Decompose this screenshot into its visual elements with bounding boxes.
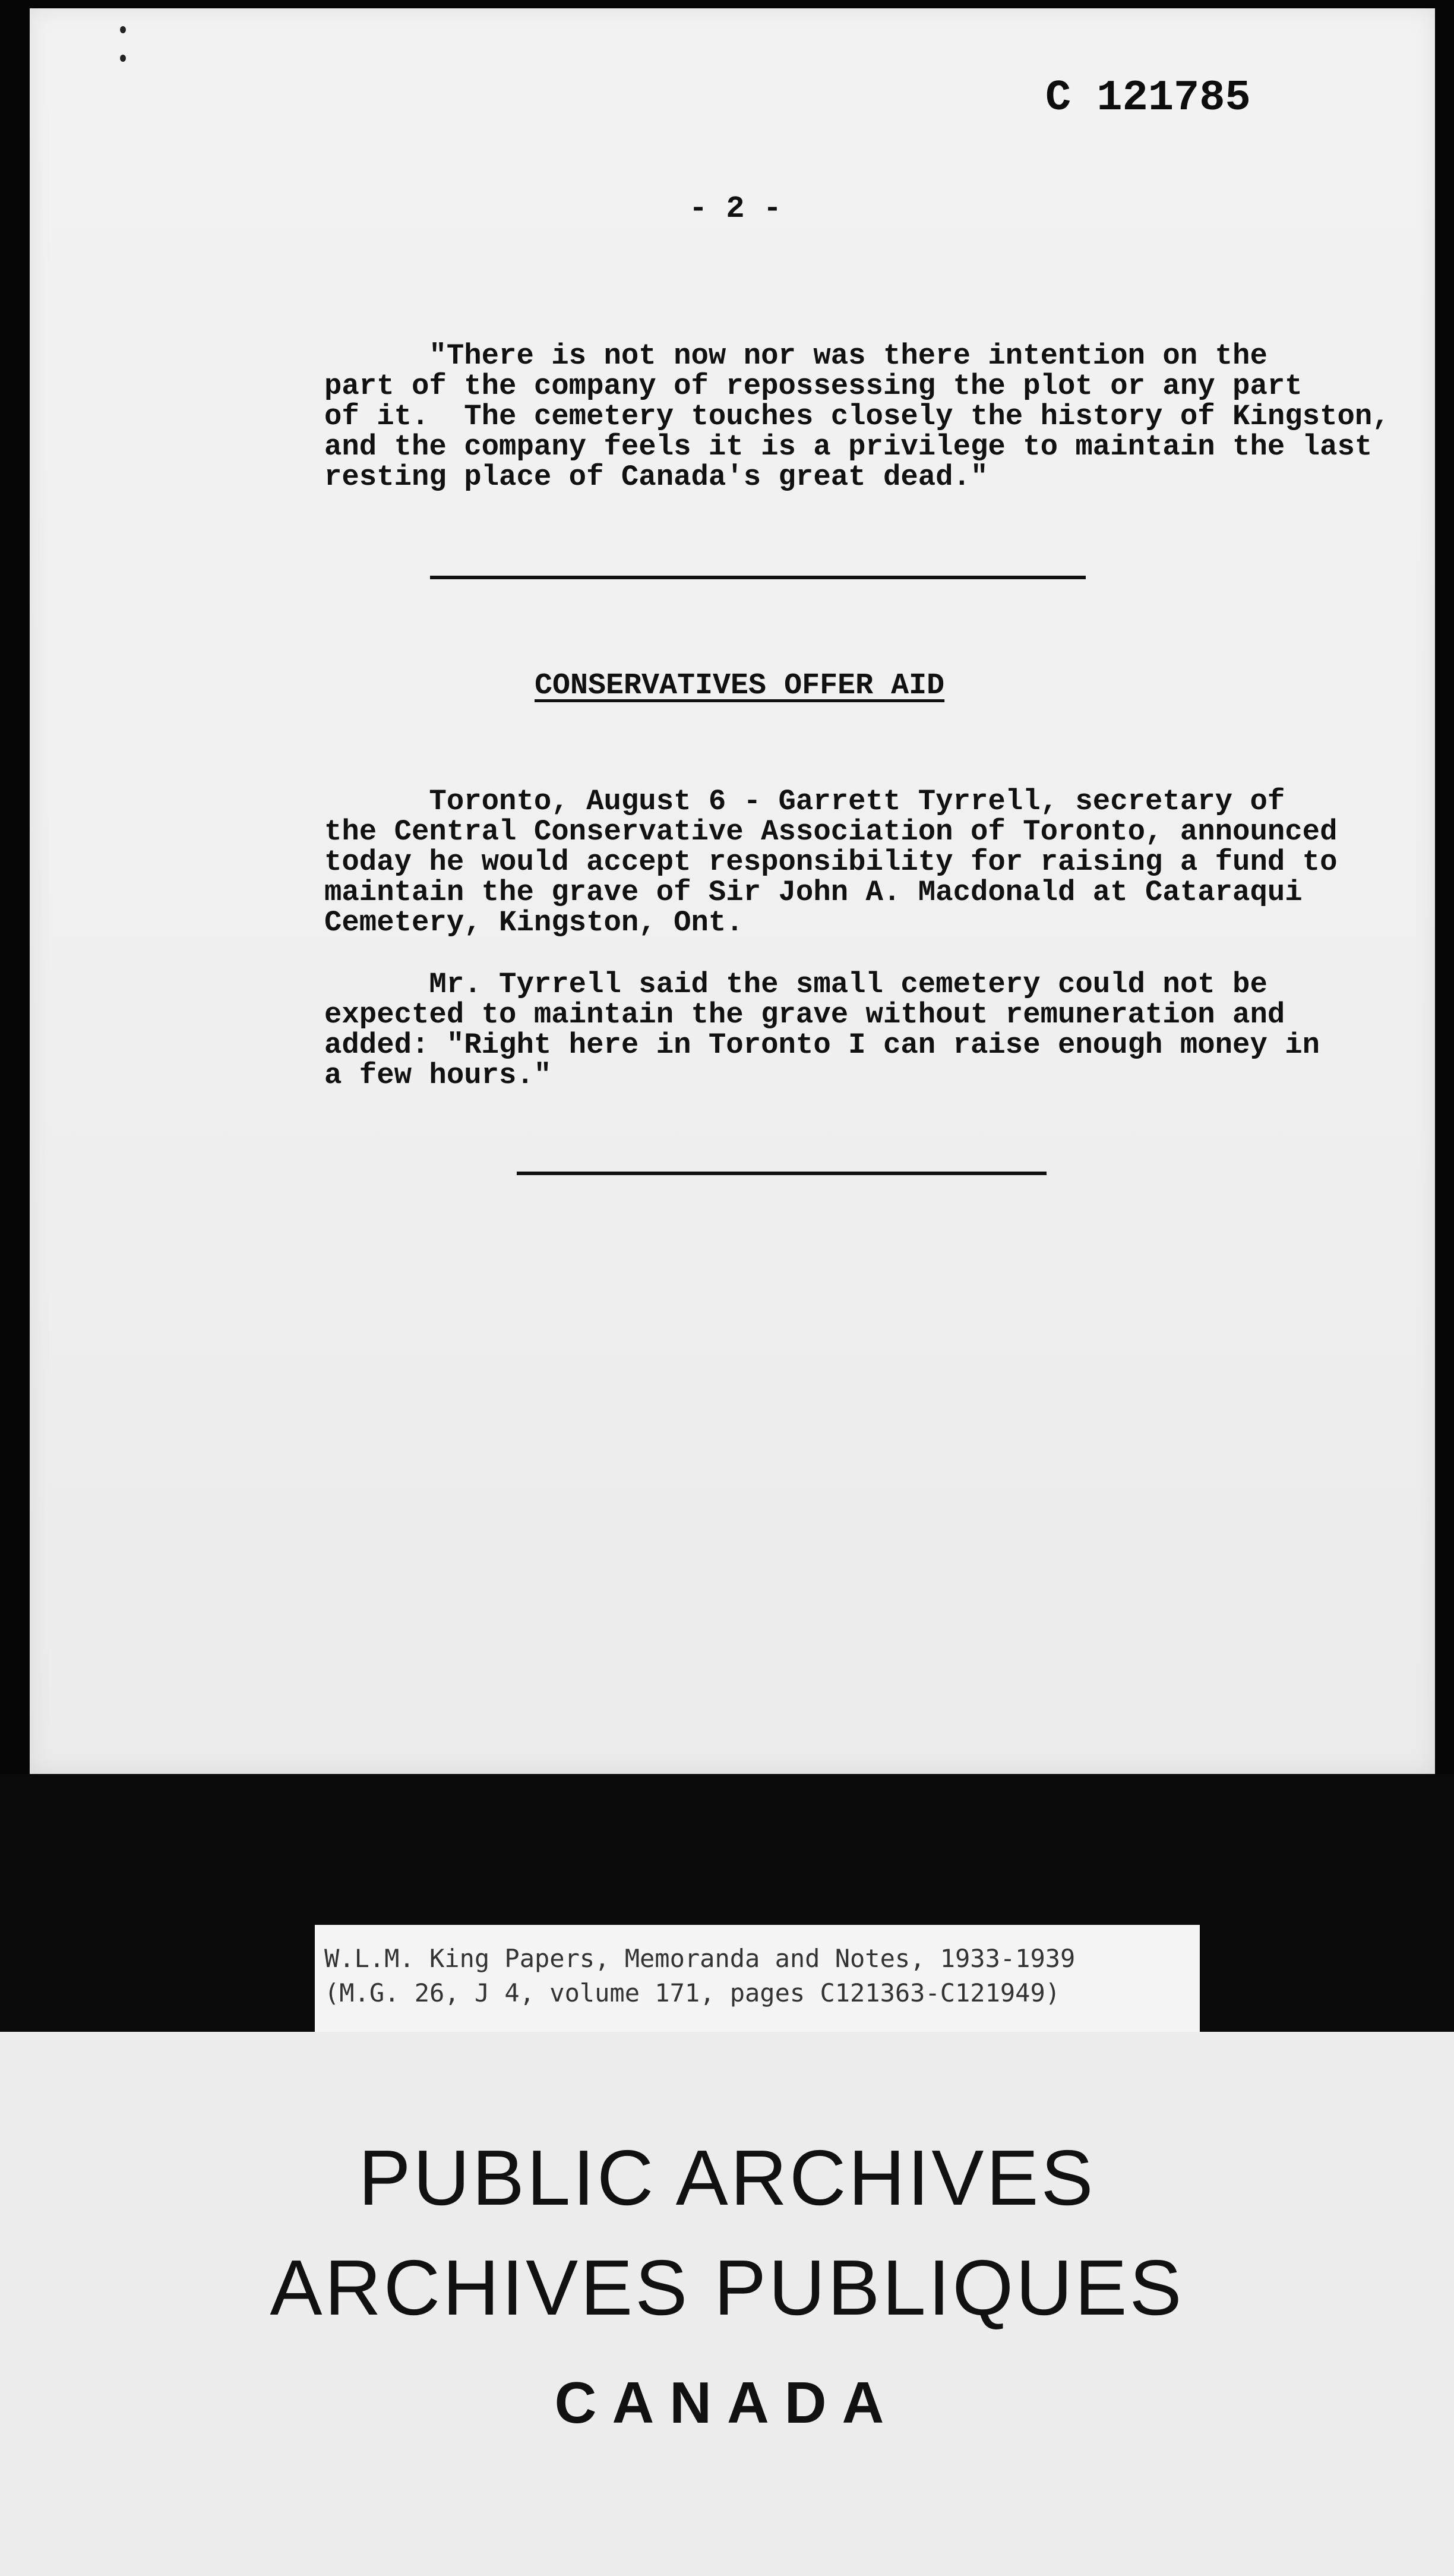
section-heading: CONSERVATIVES OFFER AID (535, 669, 945, 703)
typed-page (30, 8, 1435, 1774)
reference-number: C 121785 (1045, 74, 1251, 122)
citation-label (315, 1925, 1200, 2038)
section-divider-top (430, 576, 1086, 579)
section-divider-bottom (517, 1172, 1047, 1175)
archives-title-french: ARCHIVES PUBLIQUES (270, 2244, 1184, 2331)
punch-marks (119, 26, 127, 80)
body-paragraph-1: Toronto, August 6 - Garrett Tyrrell, secretary of the Central Conservative Association of Toronto, announced today he would accept responsibility for raising a fund to maintain the grave of Sir John A. Macdonald at Cataraqui Cemetery, Kingston, Ont. (324, 785, 1338, 939)
citation-line-2: (M.G. 26, J 4, volume 171, pages C121363-C121949) (324, 1978, 1061, 2007)
citation-line-1: W.L.M. King Papers, Memoranda and Notes, 1933-1939 (324, 1944, 1076, 1973)
body-paragraph-2: Mr. Tyrrell said the small cemetery could not be expected to maintain the grave without remuneration and added: "Right here in Toronto I can raise enough money in a few hours." (324, 968, 1320, 1092)
archives-title-english: PUBLIC ARCHIVES (358, 2134, 1096, 2221)
archives-card (0, 2032, 1454, 2576)
archives-country: CANADA (554, 2370, 900, 2435)
quote-paragraph: "There is not now nor was there intention on the part of the company of repossessing the plot or any part of it. The cemetery touches closely the history of Kingston, and the company feels it is a privilege to maintain the last resting place of Canada's great dead." (324, 339, 1390, 494)
page-number: - 2 - (689, 191, 782, 226)
